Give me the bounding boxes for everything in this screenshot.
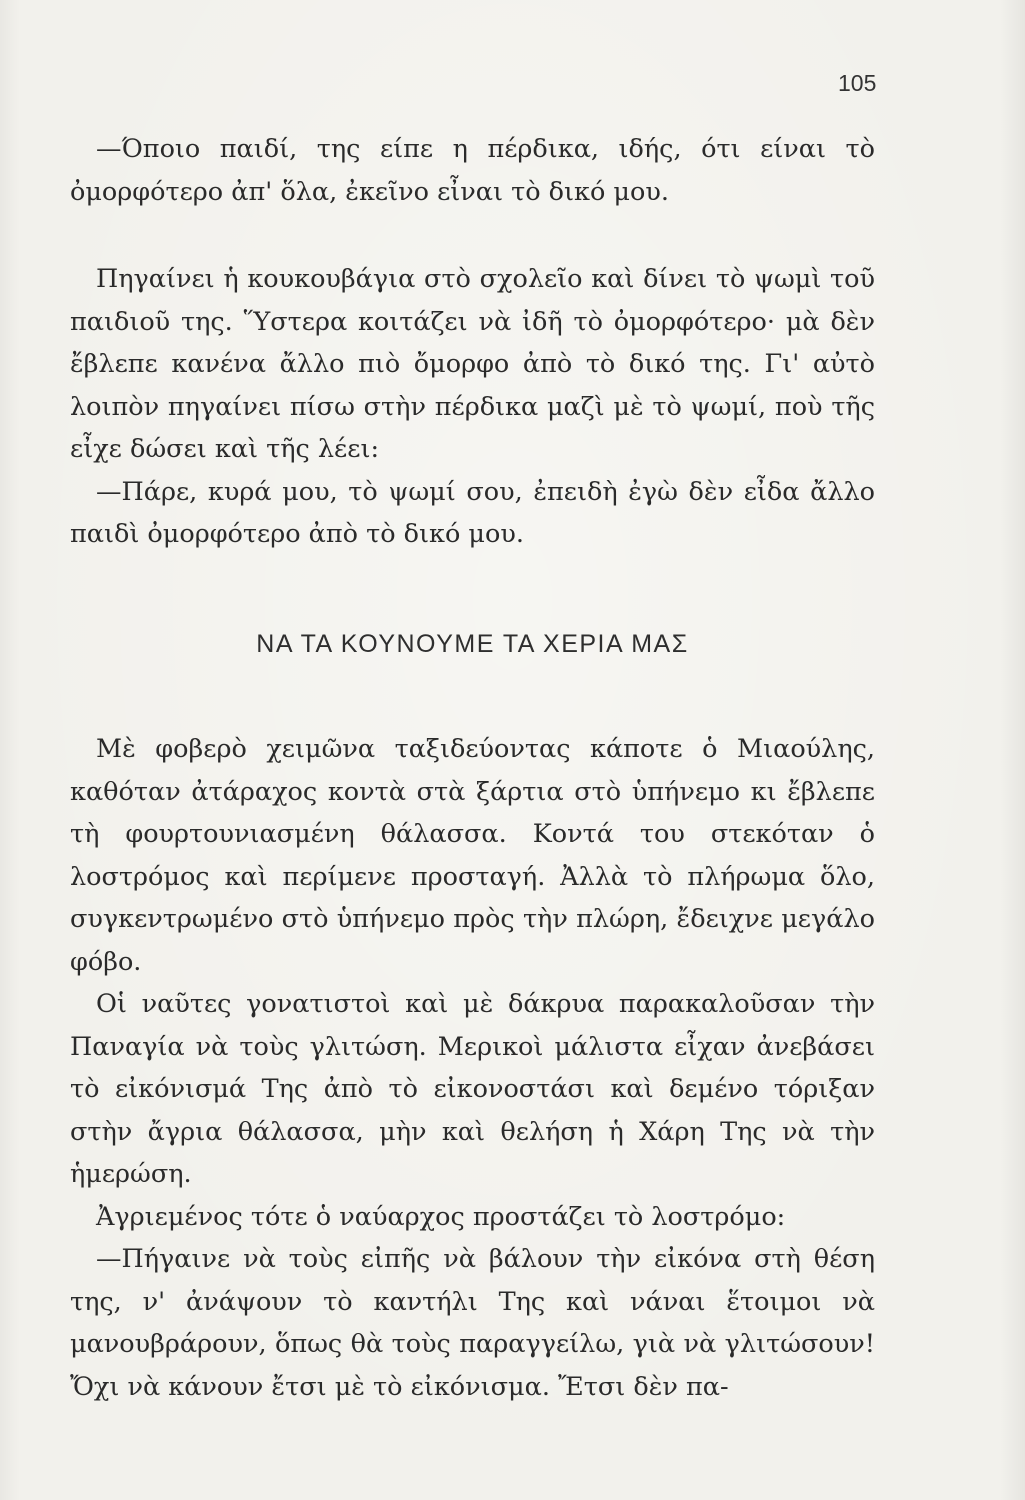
paragraph: —Πήγαινε νὰ τοὺς εἰπῆς νὰ βάλουν τὴν εἰκόνα στὴ θέση της, ν' ἀνάψουν τὸ καντήλι Της καὶ νάναι ἕτοιμοι νὰ μανουβράρουν, ὅπως θὰ τοὺς παραγγείλω, γιὰ νὰ γλιτώσουν! Ὄχι νὰ κάνουν ἔτσι μὲ τὸ εἰκόνισμα. Ἔτσι δὲν πα- xyxy=(70,1244,875,1402)
paragraph: Πηγαίνει ἡ κουκουβάγια στὸ σχολεῖο καὶ δίνει τὸ ψωμὶ τοῦ παιδιοῦ της. Ὕστερα κοιτάζει νὰ ἰδῆ τὸ ὀμορφότερο· μὰ δὲν ἔβλεπε κανένα ἄλλο πιὸ ὄμορφο ἀπὸ τὸ δικό της. Γι' αὐτὸ λοιπὸν πηγαίνει πίσω στὴν πέρδικα μαζὶ μὲ τὸ ψωμί, ποὺ τῆς εἶχε δώσει καὶ τῆς λέει: xyxy=(70,264,875,464)
paragraph: —Πάρε, κυρά μου, τὸ ψωμί σου, ἐπειδὴ ἐγὼ δὲν εἶδα ἄλλο παιδὶ ὀμορφότερο ἀπὸ τὸ δικό μου. xyxy=(70,476,875,549)
story-heading: ΝΑ ΤΑ ΚΟΥΝΟΥΜΕ ΤΑ ΧΕΡΙΑ ΜΑΣ xyxy=(256,630,689,658)
miaoulis-story-text xyxy=(70,728,875,1408)
paragraph: Μὲ φοβερὸ χειμῶνα ταξιδεύοντας κάποτε ὁ Μιαούλης, καθόταν ἀτάραχος κοντὰ στὰ ξάρτια στὸ ὑπήνεμο κι ἔβλεπε τὴ φουρτουνιασμένη θάλασσα. Κοντά του στεκόταν ὁ λοστρόμος καὶ περίμενε προσταγή. Ἀλλὰ τὸ πλήρωμα ὅλο, συγκεντρωμένο στὸ ὑπήνεμο πρὸς τὴν πλώρη, ἔδειχνε μεγάλο φόβο. xyxy=(70,734,875,977)
owl-story-text xyxy=(70,258,875,556)
opening-dialogue xyxy=(70,128,875,213)
paragraph: Ἀγριεμένος τότε ὁ ναύαρχος προστάζει τὸ λοστρόμο: xyxy=(96,1201,786,1232)
paragraph: Οἱ ναῦτες γονατιστοὶ καὶ μὲ δάκρυα παρακαλοῦσαν τὴν Παναγία νὰ τοὺς γλιτώση. Μερικοὶ μάλιστα εἶχαν ἀνεβάσει τὸ εἰκόνισμά Της ἀπὸ τὸ εἰκονοστάσι καὶ δεμένο τόριξαν στὴν ἄγρια θάλασσα, μὴν καὶ θελήση ἡ Χάρη Της νὰ τὴν ἡμερώση. xyxy=(70,989,875,1189)
paragraph: —Όποιο παιδί, της είπε η πέρδικα, ιδής, ότι είναι τὸ ὀμορφότερο ἀπ' ὅλα, ἐκεῖνο εἶναι τὸ δικό μου. xyxy=(70,134,875,207)
page-number: 105 xyxy=(838,70,877,96)
